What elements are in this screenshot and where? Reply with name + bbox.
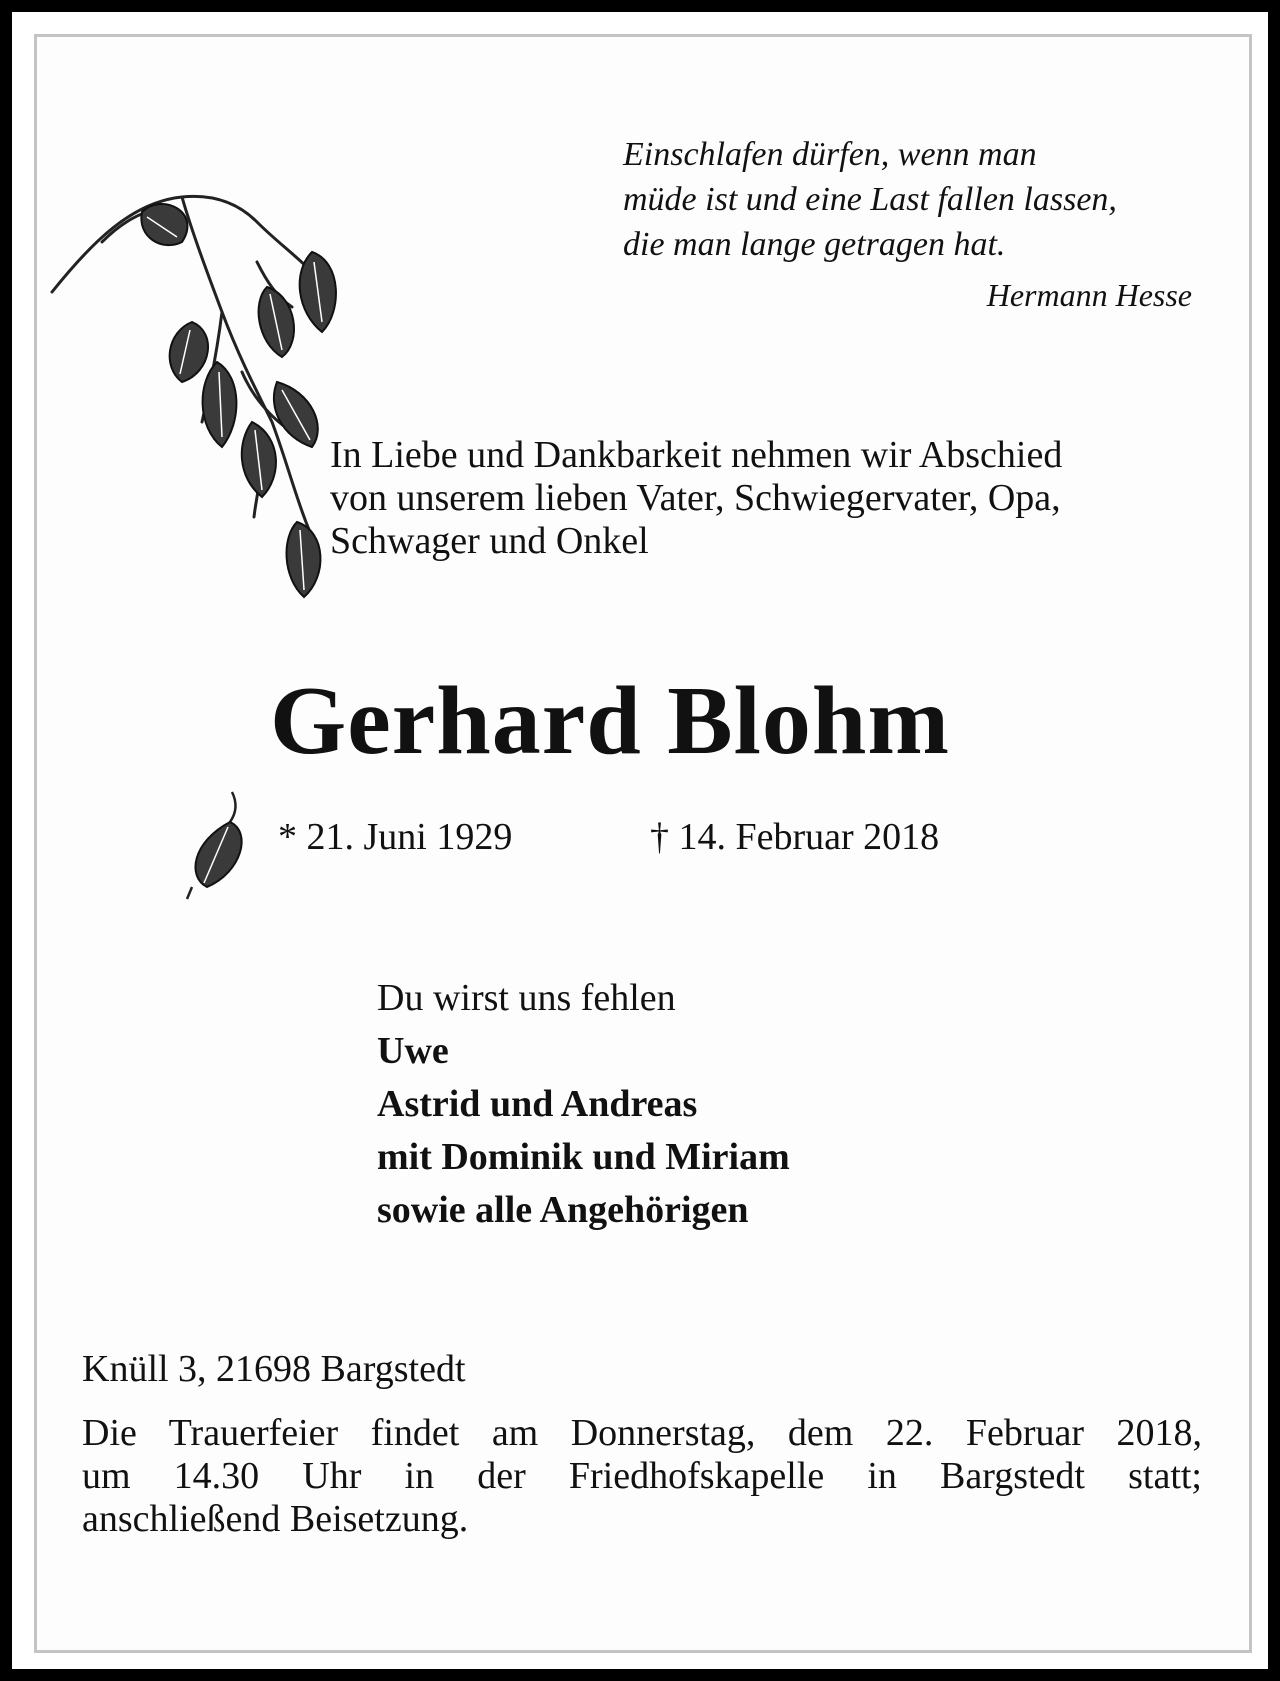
birch-branch-icon — [42, 172, 362, 642]
hesse-quote — [623, 132, 1213, 267]
quote-line: Einschlafen dürfen, wenn man — [623, 136, 1037, 173]
address: Knüll 3, 21698 Bargstedt — [82, 1348, 466, 1390]
ceremony-line: anschließend Beisetzung. — [82, 1498, 469, 1540]
quote-author: Hermann Hesse — [986, 277, 1192, 313]
quote-line: die man lange getragen hat. — [623, 226, 1006, 263]
signoff-line: Du wirst uns fehlen — [377, 977, 676, 1019]
falling-leaf-icon — [182, 787, 252, 907]
ceremony-info — [82, 1412, 1202, 1541]
mourner-name: Astrid und Andreas — [377, 1083, 698, 1125]
signoff-block — [377, 972, 790, 1237]
ceremony-line: Die Trauerfeier findet am Donnerstag, dem 22. Februar 2018, — [82, 1412, 1202, 1454]
quote-line: müde ist und eine Last fallen lassen, — [623, 181, 1117, 218]
intro-line: Schwager und Onkel — [330, 520, 649, 562]
death-date: † 14. Februar 2018 — [650, 816, 940, 858]
mourner-name: Uwe — [377, 1030, 449, 1072]
mourner-name: mit Dominik und Miriam — [377, 1136, 790, 1178]
intro-line: von unserem lieben Vater, Schwiegervater, Opa, — [330, 477, 1061, 519]
ceremony-line: um 14.30 Uhr in der Friedhofskapelle in Bargstedt statt; — [82, 1455, 1202, 1497]
intro-text — [330, 434, 1220, 563]
deceased-name: Gerhard Blohm — [270, 667, 950, 775]
mourner-name: sowie alle Angehörigen — [377, 1189, 749, 1231]
birth-date: * 21. Juni 1929 — [278, 816, 513, 858]
intro-line: In Liebe und Dankbarkeit nehmen wir Abschied — [330, 434, 1063, 476]
